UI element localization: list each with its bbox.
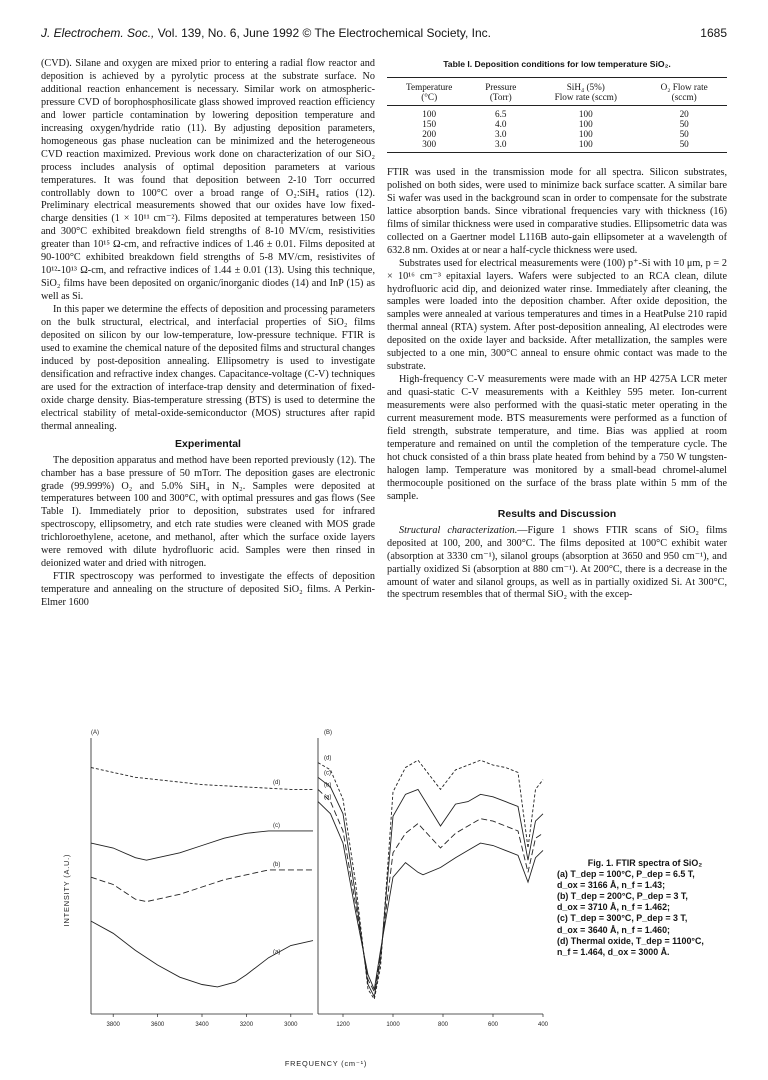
caption-line: (c) T_dep = 300°C, P_dep = 3 T, (557, 913, 688, 924)
curve-label: (d) (273, 780, 281, 787)
paragraph: FTIR spectroscopy was performed to investigate the effects of deposition temperature and annealing on the structure of deposited SiO₂ films. A Perkin-Elmer 1600 (41, 571, 375, 609)
caption-line: d_ox = 3166 Å, n_f = 1.43; (557, 880, 666, 891)
paragraph: Substrates used for electrical measurements were (100) p⁺-Si with 10 μm, p = 2 × 10¹⁶ cm⁻³ epitaxial layers. Wafers were subjected to an RCA clean, dilute hydrofluoric acid dip, and deionized water rinse. Immediately after cleaning, the samples were loaded into the deposition chamber. After oxide deposition, the samples were annealed at various temperatures and times in a HeatPulse 210 rapid thermal anneal (RTA) system. After post-deposition annealing, Al electrodes were deposited on the oxide layer and backside. After metallization, the samples were subjected to a one min, 300°C anneal to ensure ohmic contact was made to the substrate. (387, 257, 727, 373)
table-header-cell: SiH₄ (5%) Flow rate (sccm) (530, 77, 641, 105)
journal-name: J. Electrochem. Soc., (41, 26, 155, 40)
caption-line: (d) Thermal oxide, T_dep = 1100°C, (557, 935, 704, 946)
journal-citation (41, 26, 491, 40)
table-row: 300 3.0 100 50 (387, 139, 727, 153)
x-tick-label: 600 (487, 1022, 499, 1028)
paragraph: FTIR was used in the transmission mode for all spectra. Silicon substrates, polished on both sides, were used to minimize back surface scatter. A similar bare Si wafer was used in the background scan in order to compensate for the substrate lattice absorption bands. Since vibrational frequencies vary with thickness (16) films of similar thickness were used in comparative studies. Ellipsometric data was collected on a Gaertner model L116B auto-gain ellipsometer at a wavelength of 632.8 nm. Oxides at or near a half-cycle thickness were used. (387, 166, 727, 256)
table-header-cell: O₂ Flow rate (sccm) (641, 77, 727, 105)
running-header (41, 26, 727, 42)
section-heading-results: Results and Discussion (497, 507, 617, 520)
caption-line: n_f = 1.464, d_ox = 3000 Å. (557, 946, 670, 957)
subsection-lead: Structural characterization. (399, 524, 518, 536)
x-tick-label: 3400 (195, 1022, 209, 1028)
table-header-cell: Pressure (Torr) (471, 77, 530, 105)
curve-label: (d) (324, 755, 332, 762)
x-tick-label: 3800 (106, 1022, 120, 1028)
panel-b-label: (B) (324, 730, 332, 736)
table-header-cell: Temperature (°C) (387, 77, 471, 105)
caption-line: (b) T_dep = 200°C, P_dep = 3 T, (557, 891, 688, 902)
deposition-conditions-table (387, 77, 727, 153)
right-column (387, 58, 727, 602)
caption-line: d_ox = 3710 Å, n_f = 1.462; (557, 902, 670, 913)
x-tick-label: 800 (437, 1022, 449, 1028)
x-tick-label: 3000 (284, 1022, 298, 1028)
series-line-d (318, 760, 543, 999)
curve-label: (b) (324, 782, 332, 789)
paragraph: The deposition apparatus and method have been reported previously (12). The chamber has a base pressure of 50 mTorr. The deposition gases are electronic grade (99.999%) O₂ and 5.0% SiH₄ in N₂. Samples were deposited at temperatures between 100 and 300°C, with optimal pressures and gas flows (See Table I). Immediately prior to deposition, substrates used for infrared spectroscopy, ellipsometry, and etch rate studies were cleaned with MOS grade trichloroethylene, acetone, and methanol, after which the surface oxide layers were removed with dilute hydrofluoric acid. Samples were then rinsed in deionized water and dried with nitrogen. (41, 454, 375, 570)
section-heading-experimental: Experimental (175, 437, 241, 450)
curve-label: (c) (324, 770, 331, 777)
x-tick-label: 1000 (386, 1022, 400, 1028)
curve-label: (c) (273, 822, 281, 829)
caption-line: d_ox = 3640 Å, n_f = 1.460; (557, 924, 670, 935)
curve-label: (a) (273, 949, 281, 956)
x-tick-label: 400 (537, 1022, 549, 1028)
paragraph: Structural characterization.—Figure 1 shows FTIR scans of SiO₂ films deposited at 100, 200, and 300°C. The films deposited at 100°C exhibit water (absorption at 3330 cm⁻¹), silanol groups (absorption at 3650 and 950 cm⁻¹), and partially oxidized Si (absorption at 880 cm⁻¹). At 200°C, there is a decrease in the amount of water and silanol groups, as well as in partially oxidized Si. At 300°C, the spectrum resembles that of thermal SiO₂ with the excep- (387, 524, 727, 601)
table-row: 100 6.5 100 20 (422, 108, 689, 119)
series-line-c (91, 831, 313, 860)
caption-line: (a) T_dep = 100°C, P_dep = 6.5 T, (557, 869, 695, 880)
x-axis-label: FREQUENCY (cm⁻¹) (284, 1059, 368, 1068)
curve-label: (b) (273, 861, 281, 868)
panel-a-label: (A) (91, 730, 99, 736)
journal-volume: Vol. 139, No. 6, June 1992 © The Electrochemical Society, Inc. (157, 26, 491, 40)
left-column (41, 58, 375, 610)
series-line-a (318, 802, 543, 990)
table-header-row (387, 77, 727, 105)
series-line-b (91, 870, 313, 902)
table-caption: Table I. Deposition conditions for low temperature SiO₂. (443, 59, 671, 69)
paragraph: In this paper we determine the effects of deposition and processing parameters on the bulk structural, electrical, and interfacial properties of SiO₂ films deposited on silicon by our low-temperature, low-pressure technique. FTIR is used to examine the chemical nature of the deposited films and structural changes induced by post-deposition annealing. Ellipsometry is used to investigate densification and refractive index changes. Capacitance-voltage (C-V) techniques are used for the extraction of interface-trap density and determination of fixed-oxide charge density. Bias-temperature stressing (BTS) is used to determine the electrical stability of metal-oxide-semiconductor (MOS) structures after rapid thermal annealing. (41, 304, 375, 432)
caption-title: Fig. 1. FTIR spectra of SiO₂ (587, 858, 703, 868)
table-row: 150 4.0 100 50 (422, 118, 689, 129)
x-tick-label: 3200 (239, 1022, 254, 1028)
curve-label: (a) (324, 794, 332, 801)
figure-caption (557, 858, 733, 958)
page-number: 1685 (700, 26, 727, 40)
x-tick-label: 1200 (336, 1022, 350, 1028)
plot-layer (91, 738, 549, 1028)
y-axis-label: INTENSITY (A.U.) (62, 853, 71, 927)
paragraph: (CVD). Silane and oxygen are mixed prior to entering a radial flow reactor and deposition is achieved by a pyrolytic process at the substrate surface. No additional reaction enhancement is necessary. Similar work on atmospheric-pressure CVD of borophosphosilicate glass showed improved reaction efficiency and lower particle contamination by lowering deposition temperature and increasing oxygen/hydride ratio (11). By adjusting deposition parameters, homogeneous gas phase nucleation can be minimized and the heterogeneous CVD reaction maximized. Previous work done on characterization of our SiO₂ process includes analysis of optimal deposition parameters at various temperatures. It was found that deposition between 2-10 Torr occurred controllably down to 100°C over a broad range of O₂:SiH₄ ratios (12). Preliminary electrical measurements showed that our oxides have low fixed-charge densities (1 × 10¹¹ cm⁻²). Films deposited at temperatures between 150 and 300°C exhibited breakdown field strengths of 8-10 MV/cm, resistivities greater than 10¹⁵ Ω-cm, and refractive indices of 1.46 ± 0.01. Films deposited at 90-100°C exhibited breakdown field strengths of 5-8 MV/cm, resistivites of 10¹²-10¹³ Ω-cm, and refractive indices of 1.44 ± 0.01 (13). Using this technique, SiO₂ films have been deposited on organic/inorganic diodes (14) and InP (15) as well as Si. (41, 58, 375, 303)
x-tick-label: 3600 (150, 1022, 165, 1028)
series-line-c (318, 777, 543, 996)
paragraph: High-frequency C-V measurements were made with an HP 4275A LCR meter and quasi-static C-V measurements with a Keithley 595 meter. Ion-current measurements were also performed with the quasi-static meter operating in the current measurement mode. BTS measurements were performed as a function of field strength, substrate temperature, and time. Bias was applied at room temperature and remained on until the completion of the temperature cycle. The hot chuck consisted of a thin brass plate heated from behind by a 750 W tungsten-halogen lamp. Temperature was monitored by a small-bead chromel-alumel thermocouple positioned on the surface of the brass plate within 5 mm of the sample. (387, 374, 727, 502)
table-row: 200 3.0 100 50 (422, 128, 689, 139)
